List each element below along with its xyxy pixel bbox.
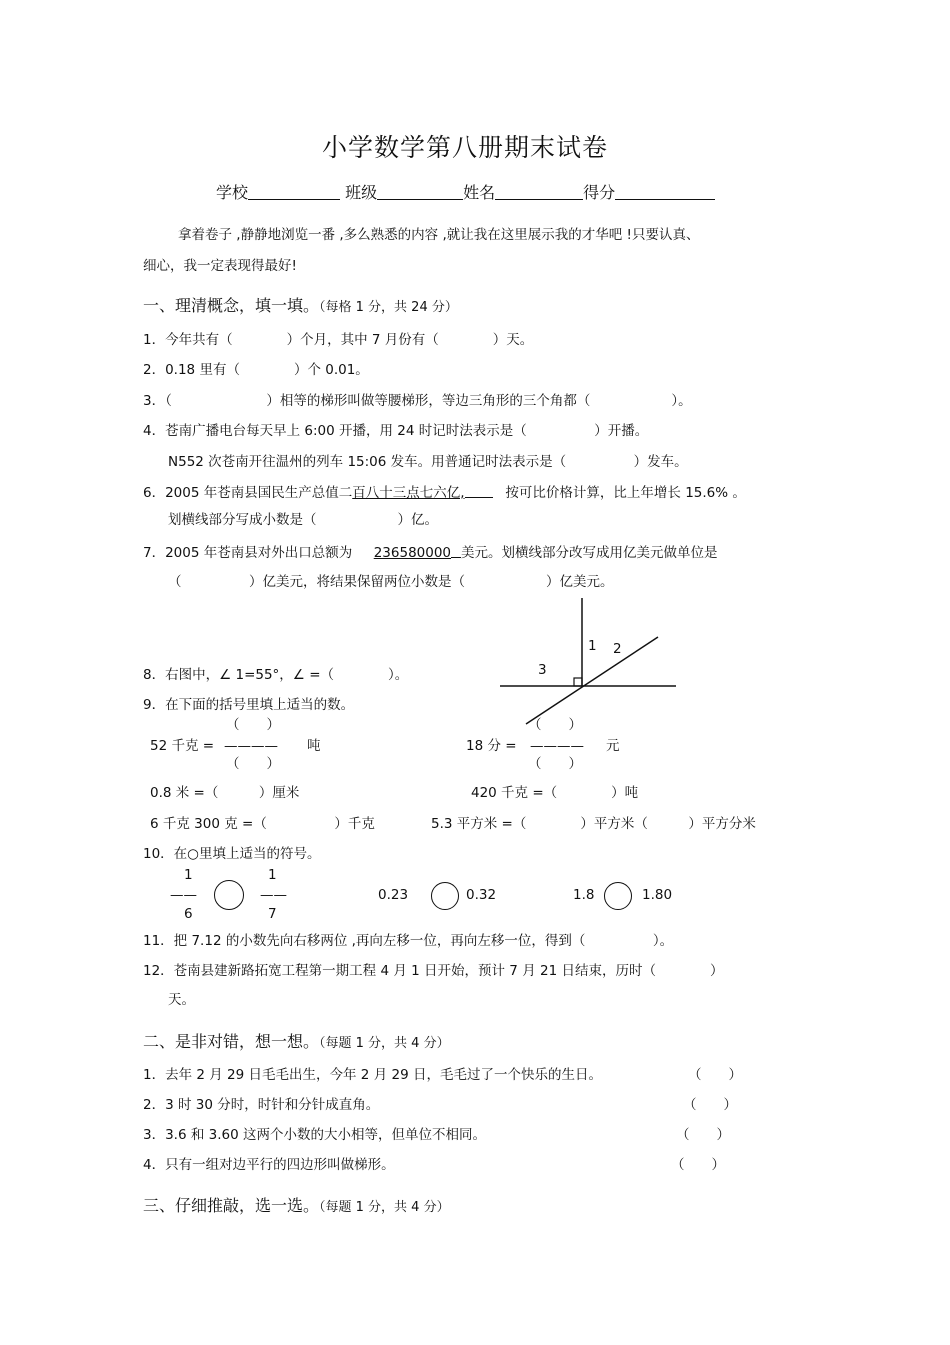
question-9-meters: 0.8 米 =（ ）厘米 [150,785,300,801]
underlined-number-text: 百八十三点七六亿, [352,485,465,501]
question-11: 11．把 7.12 的小数先向右移两位 ,再向左移一位，再向左移一位，得到（ ）。 [143,933,674,949]
question-2: 2．0.18 里有（ ）个 0.01。 [143,362,369,378]
judge-item-1: 1．去年 2 月 29 日毛毛出生，今年 2 月 29 日，毛毛过了一个快乐的生日。 [143,1067,602,1083]
school-field[interactable] [248,183,340,200]
paren-bottom-kg: （ ） [226,756,280,772]
fraction-bar: ———— [224,738,278,754]
name-label: 姓名 [463,183,496,202]
angle-label-2: 2 [613,641,622,657]
section-2-heading: 二、是非对错，想一想。（每题 1 分，共 4 分） [143,1032,450,1051]
question-9: 9．在下面的括号里填上适当的数。 [143,697,355,713]
angle-diagram [500,596,690,736]
compare-circle-1[interactable] [214,880,244,910]
angle-label-1: 1 [588,638,597,654]
question-10: 10．在○里填上适当的符号。 [143,846,321,862]
angle-label-3: 3 [538,662,547,678]
score-label: 得分 [583,183,616,202]
judge-paren-3[interactable]: （ ） [676,1127,730,1143]
compare-right-2: 0.32 [466,887,497,903]
page-title: 小学数学第八册期末试卷 [321,133,608,162]
judge-item-4: 4．只有一组对边平行的四边形叫做梯形。 [143,1157,395,1173]
underlined-amount: 236580000 [373,545,452,561]
compare-circle-2[interactable] [431,882,459,910]
fraction-1-numerator: 1 [184,867,193,883]
judge-item-3: 3．3.6 和 3.60 这两个小数的大小相等，但单位不相同。 [143,1127,486,1143]
fraction-bar: ———— [530,738,584,754]
paren-top-kg: （ ） [226,717,280,733]
judge-paren-1[interactable]: （ ） [688,1067,742,1083]
fraction-1-denominator: 6 [184,906,193,922]
header-fields [216,183,715,203]
question-12a: 12．苍南县建新路拓宽工程第一期工程 4 月 1 日开始，预计 7 月 21 日结束，历时（ ） [143,963,724,979]
section-3-heading: 三、仔细推敲，选一选。（每题 1 分，共 4 分） [143,1196,450,1215]
name-field[interactable] [495,183,583,200]
question-8: 8．右图中，∠ 1=55°，∠ =（ ）。 [143,667,409,683]
question-12b: 天。 [168,992,195,1008]
intro-line-2: 细心，我一定表现得最好! [143,258,297,274]
compare-circle-3[interactable] [604,882,632,910]
question-1: 1．今年共有（ ）个月，其中 7 月份有（ ）天。 [143,332,534,348]
fraction-2-denominator: 7 [268,906,277,922]
compare-right-3: 1.80 [642,887,673,903]
question-9-area: 5.3 平方米 =（ ）平方米（ ）平方分米 [431,816,756,832]
compare-left-3: 1.8 [573,887,595,903]
question-4a: 4．苍南广播电台每天早上 6:00 开播，用 24 时记时法表示是（ ）开播。 [143,423,649,439]
question-7a: 7．2005 年苍南县对外出口总额为 236580000 美元。划横线部分改写成用亿美元做单位是 [143,545,718,561]
judge-paren-2[interactable]: （ ） [683,1097,737,1113]
judge-item-2: 2．3 时 30 分时，时针和分针成直角。 [143,1097,380,1113]
question-3: 3．（ ）相等的梯形叫做等腰梯形，等边三角形的三个角都（ ）。 [143,393,692,409]
question-9-6kg: 6 千克 300 克 =（ ）千克 [150,816,375,832]
yuan-unit: 元 [606,738,620,754]
school-label: 学校 [216,183,249,202]
section-1-heading: 一、理清概念，填一填。（每格 1 分，共 24 分） [143,296,458,315]
intro-line-1: 拿着卷子 ,静静地浏览一番 ,多么熟悉的内容 ,就让我在这里展示我的才华吧 !只要认真、 [178,227,700,243]
class-field[interactable] [377,183,463,200]
fraction-2-numerator: 1 [268,867,277,883]
kg-label: 52 千克 = [150,738,215,754]
compare-left-2: 0.23 [378,887,409,903]
question-9-420kg: 420 千克 =（ ）吨 [471,785,639,801]
paren-top-fen: （ ） [528,717,582,733]
question-7b: （ ）亿美元，将结果保留两位小数是（ ）亿美元。 [168,574,614,590]
question-4b: N552 次苍南开往温州的列车 15:06 发车。用普通记时法表示是（ ）发车。 [168,454,688,470]
question-6b: 划横线部分写成小数是（ ）亿。 [168,512,438,528]
fraction-1-bar: —— [170,887,197,903]
question-6a: 6．2005 年苍南县国民生产总值二百八十三点七六亿, 按可比价格计算，比上年增长 15.6% 。 [143,485,746,501]
fen-label: 18 分 = [466,738,517,754]
fraction-2-bar: —— [260,887,287,903]
judge-paren-4[interactable]: （ ） [671,1157,725,1173]
class-label: 班级 [345,183,378,202]
paren-bottom-fen: （ ） [528,756,582,772]
score-field[interactable] [615,183,715,200]
ton-unit: 吨 [307,738,321,754]
